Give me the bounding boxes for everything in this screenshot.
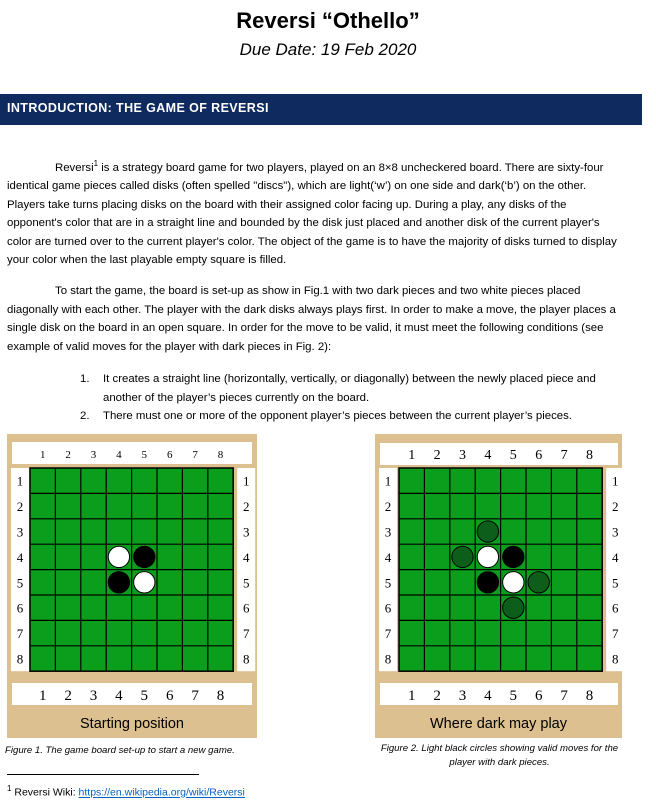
intro-paragraph (7, 155, 619, 270)
row-label-left: 6 (16, 600, 24, 616)
column-label-bottom: 2 (64, 688, 72, 704)
row-label-right: 2 (611, 499, 619, 515)
row-label-right: 2 (242, 499, 250, 515)
row-label-left: 3 (384, 524, 392, 540)
column-label-top: 3 (90, 449, 97, 461)
footnote (7, 784, 245, 799)
due-date: Due Date: 19 Feb 2020 (239, 40, 417, 59)
row-label-right: 6 (611, 600, 619, 616)
column-label-top: 5 (141, 449, 148, 461)
row-label-left: 7 (16, 626, 24, 642)
row-label-right: 3 (242, 524, 250, 540)
column-label-top: 3 (459, 448, 466, 463)
column-label-bottom: 4 (484, 688, 492, 704)
row-label-right: 7 (611, 626, 619, 642)
setup-paragraph: To start the game, the board is set-up as show in Fig.1 with two dark pieces and two white pieces placed diagonally with each other. The player with the dark disks always plays first. In order to make a move, the player places a single disk on the board in an open square. In order for the move to be valid, it must meet the following conditions (see example of valid moves for the player with dark pieces in Fig. 2): (7, 285, 616, 353)
row-label-left: 4 (16, 549, 24, 565)
valid-move-marker (503, 597, 524, 618)
row-label-left: 1 (384, 473, 392, 489)
top-label-strip (380, 443, 618, 465)
row-label-left: 3 (16, 524, 24, 540)
list-item (80, 370, 625, 407)
column-label-bottom: 7 (560, 688, 568, 704)
column-label-top: 4 (116, 449, 122, 461)
footnote-marker: 1 (7, 784, 12, 793)
row-label-left: 7 (384, 626, 392, 642)
footnote-link[interactable]: https://en.wikipedia.org/wiki/Reversi (78, 786, 245, 799)
row-label-right: 1 (611, 473, 619, 489)
row-label-right: 4 (611, 549, 619, 565)
list-item (80, 407, 625, 426)
row-label-right: 1 (242, 473, 250, 489)
row-label-left: 6 (384, 600, 392, 616)
list-text: It creates a straight line (horizontally, vertically, or diagonally) between the newly placed piece and another of the player’s pieces currently on the board. (103, 373, 596, 404)
column-label-top: 7 (560, 448, 568, 463)
column-label-top: 4 (484, 448, 492, 463)
top-label-strip (12, 442, 252, 464)
row-label-left: 1 (16, 473, 24, 489)
black-disk (134, 546, 155, 567)
column-label-bottom: 6 (165, 688, 174, 704)
white-disk (108, 546, 129, 567)
row-label-left: 5 (16, 575, 24, 591)
bottom-label-strip (380, 683, 618, 705)
board-diagram-2 (375, 434, 622, 738)
column-label-bottom: 7 (191, 688, 199, 704)
row-label-left: 8 (16, 651, 24, 667)
column-label-top: 2 (433, 448, 441, 463)
paragraph-lead-word: Reversi (55, 161, 94, 174)
row-label-right: 8 (242, 651, 250, 667)
column-label-bottom: 1 (407, 688, 416, 704)
column-label-top: 1 (408, 448, 416, 463)
row-label-left: 4 (384, 549, 392, 565)
black-disk (503, 546, 524, 567)
column-label-top: 2 (65, 449, 71, 461)
column-label-bottom: 3 (89, 688, 98, 704)
row-label-right: 7 (242, 626, 250, 642)
white-disk (503, 572, 524, 593)
column-label-bottom: 8 (216, 688, 225, 704)
paragraph-text: is a strategy board game for two players, played on an 8×8 uncheckered board. There are sixty-four identical game pieces called disks (often spelled "discs"), which are light(‘w’) on one side and dark(‘b’) on the other. Players take turns placing disks on the board with their assigned color facing up. During a play, any disks of the opponent's color that are in a straight line and bounded by the disk just placed and another disk of the current player's color are turned over to the current player's color. The object of the game is to have the majority of disks turned to display your color when the last playable empty square is filled. (7, 161, 617, 267)
column-label-bottom: 2 (433, 688, 441, 704)
white-disk (134, 572, 155, 593)
row-label-right: 5 (611, 575, 619, 591)
column-label-bottom: 3 (458, 688, 467, 704)
black-disk (477, 572, 498, 593)
figure2-caption: Figure 2. Light black circles showing valid moves for the player with dark pieces. (380, 743, 619, 768)
column-label-bottom: 4 (115, 688, 123, 704)
conditions-list (80, 370, 625, 426)
column-label-top: 1 (39, 449, 46, 461)
valid-move-marker (452, 546, 473, 567)
column-label-bottom: 8 (585, 688, 594, 704)
column-label-bottom: 5 (509, 688, 518, 704)
row-label-right: 6 (242, 600, 250, 616)
row-label-left: 5 (384, 575, 392, 591)
footnote-divider (7, 774, 199, 775)
figure-where-dark-may-play (375, 434, 622, 738)
black-disk (108, 572, 129, 593)
column-label-top: 5 (509, 448, 517, 463)
figure-label: Where dark may play (430, 716, 567, 732)
valid-move-marker (477, 521, 498, 542)
board-diagram-1 (7, 434, 257, 738)
white-disk (477, 546, 498, 567)
row-label-left: 8 (384, 651, 392, 667)
footnote-text: Reversi Wiki: (11, 786, 79, 799)
list-number: 1. (80, 373, 90, 385)
list-text: There must one or more of the opponent player’s pieces between the current player’s pieces. (103, 410, 572, 422)
column-label-top: 8 (217, 449, 224, 461)
document-title: Reversi “Othello” (236, 8, 420, 33)
column-label-top: 6 (166, 449, 173, 461)
list-number: 2. (80, 410, 90, 422)
row-label-left: 2 (384, 499, 392, 515)
footnote-ref: 1 (93, 159, 99, 168)
column-label-top: 7 (192, 449, 198, 461)
row-label-right: 8 (611, 651, 619, 667)
figure-label: Starting position (80, 716, 184, 732)
row-label-right: 5 (242, 575, 250, 591)
row-label-left: 2 (16, 499, 24, 515)
row-label-right: 3 (611, 524, 619, 540)
figure1-caption: Figure 1. The game board set-up to start a new game. (5, 745, 235, 756)
row-label-right: 4 (242, 549, 250, 565)
section-heading: INTRODUCTION: THE GAME OF REVERSI (7, 101, 269, 115)
column-label-bottom: 5 (140, 688, 149, 704)
column-label-top: 8 (586, 448, 593, 463)
valid-move-marker (528, 572, 549, 593)
figure-starting-position (7, 434, 257, 738)
column-label-bottom: 1 (38, 688, 47, 704)
column-label-bottom: 6 (534, 688, 543, 704)
section-banner (0, 94, 642, 125)
column-label-top: 6 (535, 448, 543, 463)
